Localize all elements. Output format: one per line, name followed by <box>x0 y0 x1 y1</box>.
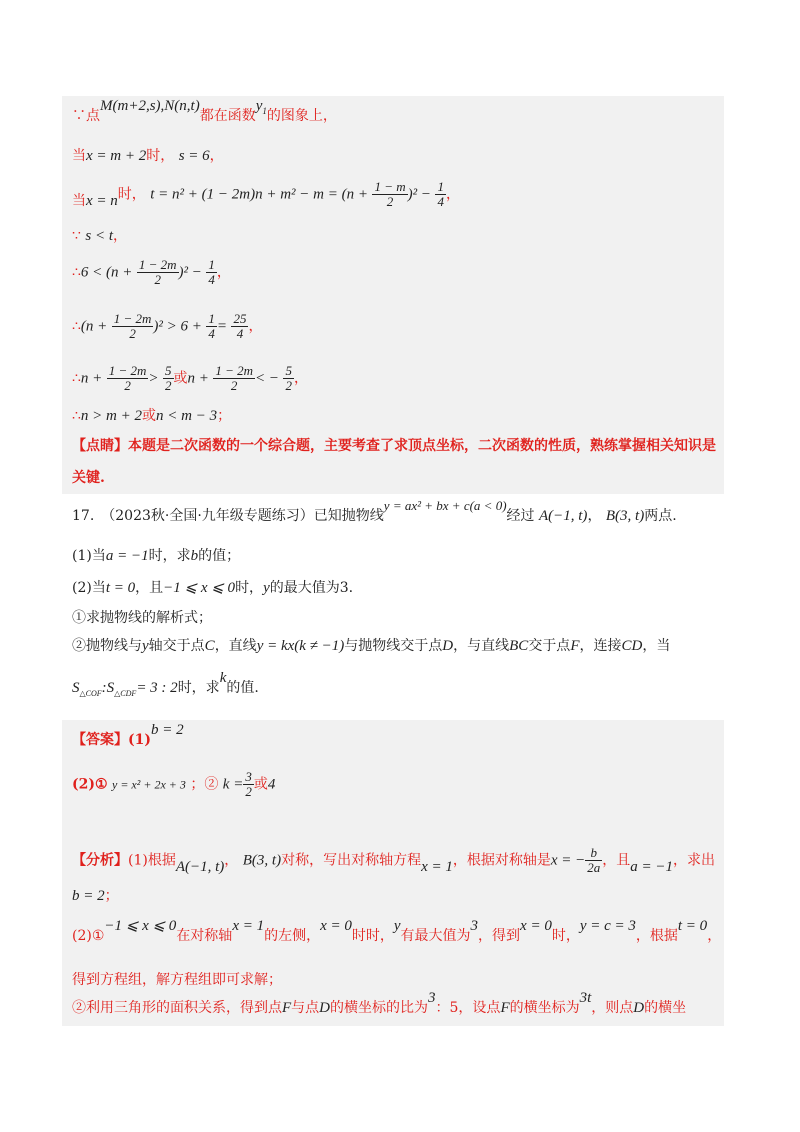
formula: 3 <box>470 918 479 934</box>
formula: −1 ⩽ x ⩽ 0 <box>104 918 177 934</box>
formula: x = 1 <box>421 858 453 875</box>
formula: b = 2 <box>151 722 184 738</box>
question-17-part-2: (2)当t = 0，且−1 ⩽ x ⩽ 0时，y的最大值为3. <box>72 580 354 596</box>
formula: y = ax² + bx + c(a < 0) <box>383 498 507 513</box>
formula: C <box>204 638 215 654</box>
question-17-part-1: (1)当a = −1时，求b的值； <box>72 548 241 564</box>
formula: x = 0 <box>520 918 552 934</box>
formula: B(3, t) <box>605 508 645 524</box>
formula: t = n² + (1 − 2m)n + m² − m = (n + <box>150 186 368 203</box>
formula: s = 6 <box>178 148 210 164</box>
formula: x = m + 2 <box>86 148 147 164</box>
formula: y = x² + 2x + 3 <box>112 777 186 792</box>
formula: 6 < (n + <box>80 264 133 281</box>
formula: k = <box>222 776 244 793</box>
fraction: $\frac{1 - 2m}{2}$ <box>108 363 147 393</box>
dianjing-line-2: 关键. <box>72 470 105 486</box>
solution-line-4: ∵ s < t， <box>72 228 128 244</box>
analysis-line-1: 【分析】(1)根据A(−1, t)， B(3, t)对称，写出对称轴方程x = 1，根据对称轴是x = − $\frac{b}{2a}$ ，且a = −1，求出 <box>72 845 716 875</box>
fraction: $\frac{1 - 2m}{2}$ <box>113 311 152 341</box>
fraction: $\frac{5}{2}$ <box>165 363 172 393</box>
solution-line-6: ∴(n + $\frac{1 - 2m}{2}$ )² > 6 + $\frac{1}{4}$ = $\frac{25}{4}$ ， <box>72 311 263 341</box>
formula: t = 0 <box>677 918 708 934</box>
formula: F <box>282 1000 292 1016</box>
formula: F <box>570 638 580 654</box>
formula: a = −1 <box>630 858 674 875</box>
formula: x = − <box>550 852 586 869</box>
fraction: $\frac{1 - 2m}{2}$ <box>138 257 177 287</box>
dianjing-line-1: 【点睛】本题是二次函数的一个综合题，主要考查了求顶点坐标，二次函数的性质，熟练掌握相关知识是 <box>72 438 716 454</box>
fraction: $\frac{1}{4}$ <box>208 311 215 341</box>
question-17-stem: 17. （2023秋·全国·九年级专题练习）已知抛物线y = ax² + bx + c(a < 0)经过 A(−1, t)， B(3, t)两点. <box>72 498 677 524</box>
formula: x = 1 <box>232 918 265 934</box>
formula: −1 ⩽ x ⩽ 0 <box>163 580 236 596</box>
analysis-line-5: ②利用三角形的面积关系，得到点F与点D的横坐标的比为3：5，设点F的横坐标为3t，则点D的横坐 <box>72 990 687 1016</box>
solution-line-3: 当x = n时， t = n² + (1 − 2m)n + m² − m = (n + $\frac{1 - m}{2}$ )² − $\frac{1}{4}$ ， <box>72 179 460 209</box>
fraction: $\frac{5}{2}$ <box>285 363 292 393</box>
solution-line-2: 当x = m + 2时， s = 6， <box>72 148 224 164</box>
formula: b = 2 <box>72 888 105 904</box>
formula: A(−1, t) <box>538 508 588 524</box>
formula: y <box>255 98 263 114</box>
formula: n + <box>80 370 103 387</box>
formula: y <box>263 580 270 596</box>
question-17-sub-2: ②抛物线与y轴交于点C，直线y = kx(k ≠ −1)与抛物线交于点D，与直线BC交于点F，连接CD，当 <box>72 638 671 654</box>
answer-line-1: 【答案】(1)b = 2 <box>72 722 184 748</box>
formula: a = −1 <box>105 548 149 564</box>
formula: 3 <box>428 990 436 1006</box>
analysis-line-2: b = 2； <box>72 888 119 904</box>
solution-line-1: ∵点M(m+2,s),N(n,t)都在函数$y_1$的图象上， <box>72 98 337 124</box>
formula: y <box>142 638 149 654</box>
formula: D <box>442 638 454 654</box>
formula: y = c = 3 <box>579 918 636 934</box>
fraction: $\frac{1 - m}{2}$ <box>374 179 406 209</box>
formula: D <box>633 1000 645 1016</box>
formula: s < t <box>85 228 114 244</box>
solution-line-8: ∴n > m + 2或n < m − 3； <box>72 408 232 424</box>
solution-line-5: ∴6 < (n + $\frac{1 - 2m}{2}$ )² − $\frac{1}{4}$ ， <box>72 257 231 287</box>
formula: D <box>319 1000 331 1016</box>
formula: y = kx(k ≠ −1) <box>256 638 345 654</box>
formula: 3t <box>579 990 592 1006</box>
formula: n < m − 3 <box>156 408 218 424</box>
formula: n > m + 2 <box>80 408 142 424</box>
formula: BC <box>509 638 529 654</box>
question-17-sub-1: ①求抛物线的解析式； <box>72 610 212 626</box>
fraction: $\frac{1 - 2m}{2}$ <box>215 363 253 393</box>
formula: x = 0 <box>320 918 352 934</box>
formula: y <box>393 918 401 934</box>
formula: x = n <box>86 192 118 209</box>
fraction: $\frac{1}{4}$ <box>208 257 215 287</box>
formula: F <box>500 1000 510 1016</box>
fraction: $\frac{25}{4}$ <box>233 311 247 341</box>
formula: A(−1, t) <box>175 858 225 875</box>
fraction: $\frac{b}{2a}$ <box>587 845 601 875</box>
fraction: $\frac{3}{2}$ <box>245 769 252 799</box>
analysis-line-3: (2)①−1 ⩽ x ⩽ 0在对称轴x = 1的左侧，x = 0时时，y有最大值为3，得到x = 0时，y = c = 3，根据t = 0， <box>72 918 722 944</box>
formula: b <box>190 548 199 564</box>
formula: M(m+2,s),N(n,t) <box>100 98 200 114</box>
solution-line-7: ∴n + $\frac{1 - 2m}{2}$ > $\frac{5}{2}$ 或n + $\frac{1 - 2m}{2}$ < − $\frac{5}{2}$ ， <box>72 363 308 393</box>
formula: B(3, t) <box>242 852 282 869</box>
formula: CD <box>621 638 643 654</box>
fraction: $\frac{1}{4}$ <box>437 179 444 209</box>
answer-line-2: (2)① y = x² + 2x + 3 ；② k = $\frac{3}{2}$ 或4 <box>72 769 276 799</box>
formula: t = 0 <box>105 580 136 596</box>
formula: (n + <box>80 318 108 335</box>
question-17-sub-2-cont: $S_{\triangle COF}:S_{\triangle CDF}= 3$ : 2时，求k的值. <box>72 670 259 698</box>
analysis-line-4: 得到方程组，解方程组即可求解； <box>72 972 282 988</box>
